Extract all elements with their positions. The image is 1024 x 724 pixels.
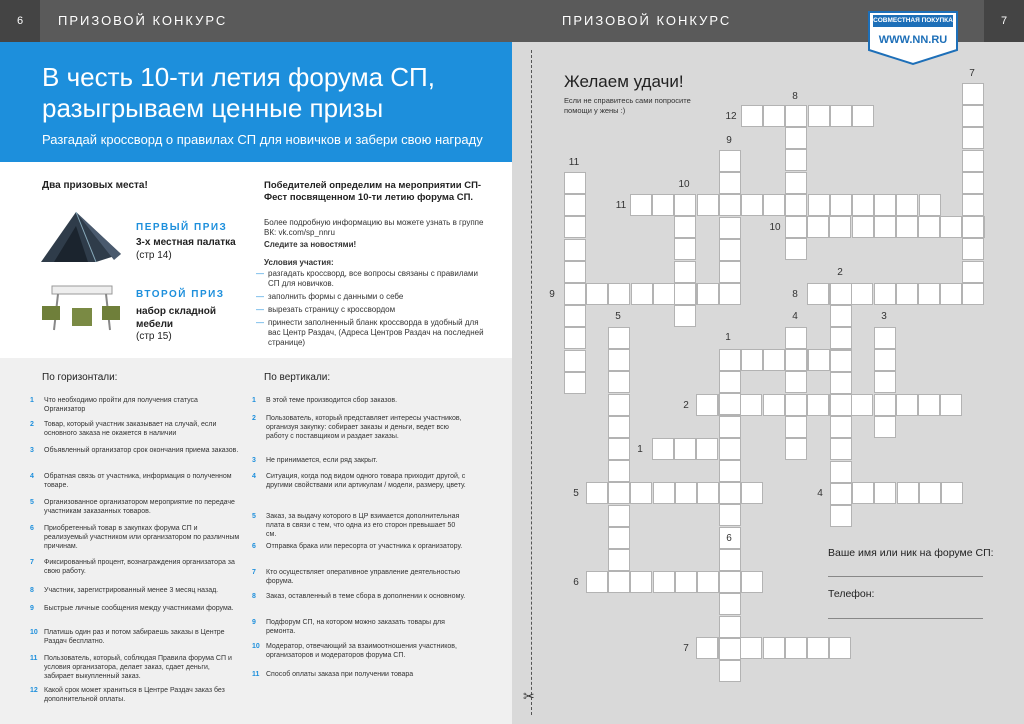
crossword-cell[interactable] — [785, 127, 807, 149]
cell-number: 11 — [568, 157, 580, 168]
crossword-cell[interactable] — [564, 172, 586, 194]
clue-item — [252, 396, 467, 405]
clue-text: Пользователь, который представляет интересы участников, организуя закупку: собирает заказы и деньги, ведет всю работу с поставщиком и раздает заказы. — [266, 415, 462, 440]
crossword-cell[interactable] — [785, 238, 807, 260]
clue-text: Что необходимо пройти для получения статуса Организатор — [44, 397, 198, 413]
cell-number: 3 — [881, 311, 887, 322]
prizes-section — [0, 162, 512, 358]
hero-subtitle: Разгадай кроссворд о правилах СП для новичков и забери свою награду — [42, 132, 483, 147]
cell-number: 4 — [792, 311, 798, 322]
clue-text: Ситуация, когда под видом одного товара приходит другой, с другими свойствами или артикулам / модели, размеру, цвету. — [266, 473, 466, 489]
crossword-cell[interactable] — [652, 438, 674, 460]
crossword-cell[interactable] — [674, 305, 696, 327]
crossword-cell[interactable] — [785, 216, 807, 238]
clue-text: Приобретенный товар в закупках форума СП и реализуемый участником или организатором по различным причинам. — [44, 525, 240, 550]
cell-number: 2 — [683, 400, 689, 411]
crossword-cell[interactable] — [874, 482, 896, 504]
crossword-cell[interactable] — [919, 482, 941, 504]
clue-text: Заказ, за выдачу которого в ЦР взимается дополнительная плата в связи с тем, что одна из его сторон превышает 50 см. — [266, 513, 460, 538]
crossword-cell[interactable] — [785, 327, 807, 349]
crossword-cell[interactable] — [741, 105, 763, 127]
clue-number: 2 — [252, 415, 256, 422]
crossword-cell[interactable] — [962, 150, 984, 172]
crossword-cell[interactable] — [940, 394, 962, 416]
condition-item: — заполнить формы с данными о себе — [256, 292, 404, 301]
crossword-cell[interactable] — [696, 438, 718, 460]
crossword-cell[interactable] — [608, 571, 630, 593]
crossword-cell[interactable] — [564, 305, 586, 327]
clue-number: 2 — [30, 421, 34, 428]
crossword-cell[interactable] — [719, 660, 741, 682]
clue-number: 7 — [30, 559, 34, 566]
name-label: Ваше имя или ник на форуме СП: — [828, 547, 994, 559]
crossword-cell[interactable] — [918, 216, 940, 238]
clue-item — [30, 654, 240, 681]
crossword-cell[interactable] — [896, 216, 918, 238]
right-page — [512, 0, 1024, 724]
clue-item — [30, 604, 240, 613]
crossword-cell[interactable] — [674, 283, 696, 305]
crossword-cell[interactable] — [896, 194, 918, 216]
clue-item — [30, 472, 240, 490]
crossword-cell[interactable] — [719, 172, 741, 194]
crossword-cell[interactable] — [962, 283, 984, 305]
crossword-cell[interactable] — [830, 372, 852, 394]
condition-item: — принести заполненный бланк кроссворда в удобный для вас Центр Раздач, (Адреса Центров Раздач на последней странице) — [256, 318, 484, 347]
crossword-cell[interactable] — [785, 637, 807, 659]
crossword-cell[interactable] — [674, 216, 696, 238]
crossword-cell[interactable] — [741, 482, 763, 504]
crossword-cell[interactable] — [674, 194, 696, 216]
clue-item — [252, 568, 467, 586]
clue-text: Модератор, отвечающий за взаимоотношения участников, организаторов и модераторов форума СП. — [266, 643, 457, 659]
clue-item — [30, 586, 240, 595]
clue-text: Заказ, оставленный в теме сбора в дополнении к основному. — [266, 593, 466, 600]
clue-number: 11 — [30, 655, 38, 662]
clue-number: 5 — [252, 513, 256, 520]
crossword-cell[interactable] — [697, 194, 719, 216]
clue-number: 4 — [252, 473, 256, 480]
clue-item — [252, 670, 467, 679]
crossword-cell[interactable] — [674, 238, 696, 260]
crossword-cell[interactable] — [785, 105, 807, 127]
crossword-cell[interactable] — [719, 261, 741, 283]
logo-top-text: СОВМЕСТНАЯ ПОКУПКА — [873, 17, 953, 24]
clue-number: 6 — [252, 543, 256, 550]
site-logo — [867, 10, 959, 62]
clue-item — [252, 592, 467, 601]
crossword-cell[interactable] — [763, 105, 785, 127]
crossword-cell[interactable] — [830, 394, 852, 416]
crossword-cell[interactable] — [564, 283, 586, 305]
crossword-cell[interactable] — [852, 105, 874, 127]
cell-number: 2 — [837, 267, 843, 278]
crossword-cell[interactable] — [808, 194, 830, 216]
tent-image — [36, 204, 126, 266]
crossword-cell[interactable] — [608, 482, 630, 504]
crossword-cell[interactable] — [785, 394, 807, 416]
clue-text: Способ оплаты заказа при получении товара — [266, 671, 414, 678]
clue-number: 7 — [252, 569, 256, 576]
crossword-cell[interactable] — [830, 461, 852, 483]
crossword-cell[interactable] — [785, 194, 807, 216]
crossword-cell[interactable] — [608, 371, 630, 393]
clue-number: 12 — [30, 687, 38, 694]
crossword-cell[interactable] — [874, 416, 896, 438]
crossword-cell[interactable] — [564, 261, 586, 283]
crossword-cell[interactable] — [829, 216, 851, 238]
crossword-cell[interactable] — [630, 571, 652, 593]
furniture-image — [38, 280, 128, 340]
crossword-cell[interactable] — [674, 438, 696, 460]
clue-number: 6 — [30, 525, 34, 532]
name-line[interactable] — [828, 575, 983, 577]
crossword-cell[interactable] — [830, 505, 852, 527]
left-header-title: ПРИЗОВОЙ КОНКУРС — [58, 13, 228, 28]
crossword-cell[interactable] — [740, 637, 762, 659]
crossword-cell[interactable] — [919, 194, 941, 216]
clue-item — [252, 618, 467, 636]
crossword-cell[interactable] — [653, 571, 675, 593]
clue-text: Платишь один раз и потом забираешь заказы в Центре Раздач бесплатно. — [44, 629, 225, 645]
clue-text: Пользователь, который, соблюдая Правила форума СП и условия организатора, делает заказ, сдает деньги, забирает выкупленный заказ. — [44, 655, 232, 680]
crossword-cell[interactable] — [830, 416, 852, 438]
crossword-cell[interactable] — [696, 394, 718, 416]
prizes-heading: Два призовых места! — [42, 180, 148, 191]
crossword-cell[interactable] — [830, 105, 852, 127]
phone-line[interactable] — [828, 617, 983, 619]
crossword-cell[interactable] — [962, 261, 984, 283]
cell-number: 1 — [637, 444, 643, 455]
second-prize-page: (стр 15) — [136, 331, 172, 342]
crossword-cell[interactable] — [675, 571, 697, 593]
cell-number: 6 — [573, 577, 579, 588]
crossword-heading: Желаем удачи! — [564, 72, 684, 91]
crossword-cell[interactable] — [608, 460, 630, 482]
crossword-cell[interactable] — [608, 349, 630, 371]
hero-title: В честь 10-ти летия форума СП, разыгрываем ценные призы — [42, 62, 435, 123]
crossword-cell[interactable] — [719, 482, 741, 504]
crossword-cell[interactable] — [719, 239, 741, 261]
cell-number: 12 — [725, 111, 737, 122]
clue-item — [30, 420, 240, 438]
phone-label: Телефон: — [828, 588, 875, 600]
crossword-cell[interactable] — [851, 283, 873, 305]
clue-item — [30, 558, 240, 576]
crossword-cell[interactable] — [564, 194, 586, 216]
crossword-cell[interactable] — [564, 350, 586, 372]
crossword-cell[interactable] — [941, 482, 963, 504]
winners-heading: Победителей определим на мероприятии СП-Фест посвященном 10-ти летию форума СП. — [264, 180, 482, 203]
first-prize-label: ПЕРВЫЙ ПРИЗ — [136, 222, 228, 233]
crossword-cell[interactable] — [896, 283, 918, 305]
crossword-cell[interactable] — [608, 416, 630, 438]
crossword-cell[interactable] — [653, 283, 675, 305]
crossword-cell[interactable] — [608, 505, 630, 527]
conditions-title: Условия участия: — [264, 258, 334, 267]
winners-info: Более подробную информацию вы можете узнать в группе ВК: vk.com/sp_nnru — [264, 218, 484, 237]
crossword-cell[interactable] — [719, 438, 741, 460]
crossword-cell[interactable] — [940, 283, 962, 305]
crossword-cell[interactable] — [830, 483, 852, 505]
crossword-cell[interactable] — [719, 393, 741, 415]
right-page-number: 7 — [984, 0, 1024, 42]
crossword-cell[interactable] — [874, 194, 896, 216]
crossword-cell[interactable] — [741, 349, 763, 371]
clue-text: Организованное организатором мероприятие по передаче участникам заказанных товаров. — [44, 499, 235, 515]
clue-item — [30, 686, 240, 704]
crossword-cell[interactable] — [918, 394, 940, 416]
clue-text: Подфорум СП, на котором можно заказать товары для ремонта. — [266, 619, 445, 635]
clue-text: Обратная связь от участника, информация о полученном товаре. — [44, 473, 232, 489]
cell-number: 7 — [683, 643, 689, 654]
crossword-cell[interactable] — [874, 327, 896, 349]
cell-number: 10 — [678, 179, 690, 190]
cell-number: 9 — [549, 289, 555, 300]
crossword-cell[interactable] — [785, 371, 807, 393]
crossword-cell[interactable] — [851, 394, 873, 416]
crossword-cell[interactable] — [697, 482, 719, 504]
crossword-cell[interactable] — [896, 394, 918, 416]
conditions-list — [256, 269, 486, 348]
crossword-cell[interactable] — [608, 549, 630, 571]
clue-item — [252, 512, 467, 539]
clue-text: Товар, который участник заказывает на случай, если основного заказа не окажется в наличии — [44, 421, 217, 437]
crossword-cell[interactable] — [830, 438, 852, 460]
clue-number: 9 — [30, 605, 34, 612]
crossword-cell[interactable] — [874, 283, 896, 305]
clue-text: Кто осуществляет оперативное управление деятельностью форума. — [266, 569, 460, 585]
crossword-cell[interactable] — [807, 283, 829, 305]
crossword-cell[interactable] — [719, 549, 741, 571]
clue-item — [252, 456, 467, 465]
crossword-cell[interactable] — [719, 416, 741, 438]
crossword-cell[interactable] — [962, 83, 984, 105]
left-header-bar — [0, 0, 512, 42]
crossword-cell[interactable] — [763, 349, 785, 371]
crossword-cell[interactable] — [874, 349, 896, 371]
cell-number: 5 — [573, 488, 579, 499]
crossword-cell[interactable] — [808, 349, 830, 371]
cell-number: 8 — [792, 91, 798, 102]
clue-number: 10 — [30, 629, 38, 636]
crossword-cell[interactable] — [631, 283, 653, 305]
crossword-cell[interactable] — [830, 194, 852, 216]
crossword-cell[interactable] — [697, 283, 719, 305]
crossword-cell[interactable] — [674, 261, 696, 283]
crossword-cell[interactable] — [763, 637, 785, 659]
crossword-cell[interactable] — [807, 216, 829, 238]
clue-text: Быстрые личные сообщения между участниками форума. — [44, 605, 234, 612]
crossword-cell[interactable] — [741, 194, 763, 216]
crossword-cell[interactable] — [962, 238, 984, 260]
second-prize-label: ВТОРОЙ ПРИЗ — [136, 289, 225, 300]
clue-text: Фиксированный процент, вознаграждения организатора за свою работу. — [44, 559, 235, 575]
crossword-cell[interactable] — [808, 105, 830, 127]
crossword-cell[interactable] — [630, 482, 652, 504]
crossword-cell[interactable] — [874, 371, 896, 393]
clue-text: Не принимается, если ряд закрыт. — [266, 457, 378, 464]
crossword-cell[interactable] — [741, 571, 763, 593]
horizontal-title: По горизонтали: — [42, 372, 118, 383]
clue-number: 5 — [30, 499, 34, 506]
condition-item: — разгадать кроссворд, все вопросы связаны с правилами СП для новичков. — [256, 269, 478, 288]
clue-number: 8 — [30, 587, 34, 594]
cell-number: 9 — [726, 135, 732, 146]
crossword-cell[interactable] — [719, 504, 741, 526]
left-page-number: 6 — [0, 0, 40, 42]
crossword-cell[interactable] — [719, 638, 741, 660]
crossword-cell[interactable] — [874, 216, 896, 238]
cell-number: 7 — [969, 68, 975, 79]
crossword-cell[interactable] — [940, 216, 962, 238]
clue-text: Какой срок может храниться в Центре Раздач заказ без дополнительной оплаты. — [44, 687, 225, 703]
clue-number: 10 — [252, 643, 260, 650]
clue-item — [252, 472, 467, 490]
clue-number: 4 — [30, 473, 34, 480]
crossword-cell[interactable] — [719, 283, 741, 305]
crossword-cell[interactable] — [653, 482, 675, 504]
crossword-cell[interactable] — [564, 372, 586, 394]
first-prize-page: (стр 14) — [136, 250, 172, 261]
clue-number: 3 — [252, 457, 256, 464]
clue-item — [30, 524, 240, 551]
crossword-cell[interactable] — [564, 239, 586, 261]
crossword-cell[interactable] — [830, 305, 852, 327]
clue-item — [252, 414, 467, 441]
first-prize-name: 3-х местная палатка — [136, 237, 236, 248]
clue-item — [252, 642, 467, 660]
condition-item: — вырезать страницу с кроссвордом — [256, 305, 396, 314]
crossword-cell[interactable] — [586, 482, 608, 504]
clue-text: Участник, зарегистрированный менее 3 месяц назад. — [44, 587, 219, 594]
crossword-cell[interactable] — [652, 194, 674, 216]
crossword-cell[interactable] — [962, 194, 984, 216]
crossword-cell[interactable] — [608, 327, 630, 349]
crossword-cell[interactable] — [719, 150, 741, 172]
crossword-cell[interactable] — [874, 394, 896, 416]
crossword-cell[interactable] — [830, 283, 852, 305]
vertical-title: По вертикали: — [264, 372, 331, 383]
crossword-cell[interactable] — [719, 371, 741, 393]
cell-number: 6 — [726, 533, 732, 544]
crossword-cell[interactable] — [696, 637, 718, 659]
crossword-cell[interactable] — [719, 460, 741, 482]
clue-item — [30, 446, 240, 455]
clue-number: 9 — [252, 619, 256, 626]
clue-text: В этой теме производится сбор заказов. — [266, 397, 398, 404]
crossword-cell[interactable] — [852, 194, 874, 216]
clue-text: Отправка брака или пересорта от участника к организатору. — [266, 543, 463, 550]
cell-number: 1 — [725, 332, 731, 343]
crossword-cell[interactable] — [897, 482, 919, 504]
crossword-cell[interactable] — [830, 327, 852, 349]
right-header-title: ПРИЗОВОЙ КОНКУРС — [562, 13, 732, 28]
clues-section — [0, 358, 512, 724]
crossword-cell[interactable] — [586, 571, 608, 593]
hero-banner — [0, 42, 512, 162]
crossword-cell[interactable] — [763, 394, 785, 416]
crossword-cell[interactable] — [785, 438, 807, 460]
crossword-cell[interactable] — [630, 194, 652, 216]
clue-number: 11 — [252, 671, 260, 678]
crossword-cell[interactable] — [608, 438, 630, 460]
crossword-cell[interactable] — [763, 194, 785, 216]
crossword-cell[interactable] — [830, 350, 852, 372]
clue-number: 1 — [252, 397, 256, 404]
crossword-cell[interactable] — [962, 216, 984, 238]
cell-number: 4 — [817, 488, 823, 499]
crossword-cell[interactable] — [918, 283, 940, 305]
crossword-cell[interactable] — [675, 482, 697, 504]
clue-number: 1 — [30, 397, 34, 404]
clue-item — [30, 396, 240, 414]
crossword-cell[interactable] — [852, 216, 874, 238]
crossword-cell[interactable] — [719, 571, 741, 593]
cut-line — [531, 50, 532, 715]
crossword-cell[interactable] — [962, 172, 984, 194]
crossword-cell[interactable] — [962, 127, 984, 149]
crossword-cell[interactable] — [719, 616, 741, 638]
crossword-cell[interactable] — [564, 327, 586, 349]
cell-number: 10 — [769, 222, 781, 233]
clue-item — [30, 628, 240, 646]
crossword-cell[interactable] — [807, 394, 829, 416]
crossword-cell[interactable] — [829, 637, 851, 659]
crossword-hint: Если не справитесь сами попросите помощи у жены :) — [564, 96, 691, 115]
crossword-cell[interactable] — [608, 283, 630, 305]
clue-number: 8 — [252, 593, 256, 600]
scissors-icon: ✂ — [523, 688, 535, 704]
crossword-cell[interactable] — [697, 571, 719, 593]
crossword-cell[interactable] — [785, 349, 807, 371]
crossword-cell[interactable] — [586, 283, 608, 305]
clue-number: 3 — [30, 447, 34, 454]
cell-number: 11 — [615, 200, 627, 211]
crossword-cell[interactable] — [807, 637, 829, 659]
clue-item — [252, 542, 467, 551]
crossword-cell[interactable] — [719, 593, 741, 615]
cell-number: 5 — [615, 311, 621, 322]
crossword-cell[interactable] — [785, 149, 807, 171]
crossword-cell[interactable] — [785, 416, 807, 438]
crossword-cell[interactable] — [785, 172, 807, 194]
crossword-cell[interactable] — [608, 394, 630, 416]
clue-item — [30, 498, 240, 516]
crossword-cell[interactable] — [852, 482, 874, 504]
crossword-cell[interactable] — [962, 105, 984, 127]
crossword-cell[interactable] — [719, 217, 741, 239]
logo-main-text: WWW.NN.RU — [878, 34, 948, 46]
winners-follow: Следите за новостями! — [264, 240, 357, 249]
crossword-cell[interactable] — [564, 216, 586, 238]
cell-number: 8 — [792, 289, 798, 300]
crossword-cell[interactable] — [719, 349, 741, 371]
crossword-cell[interactable] — [608, 527, 630, 549]
clue-text: Объявленный организатор срок окончания приема заказов. — [44, 447, 239, 454]
crossword-cell[interactable] — [740, 394, 762, 416]
crossword-cell[interactable] — [719, 194, 741, 216]
second-prize-name: набор складной мебели — [136, 306, 217, 330]
